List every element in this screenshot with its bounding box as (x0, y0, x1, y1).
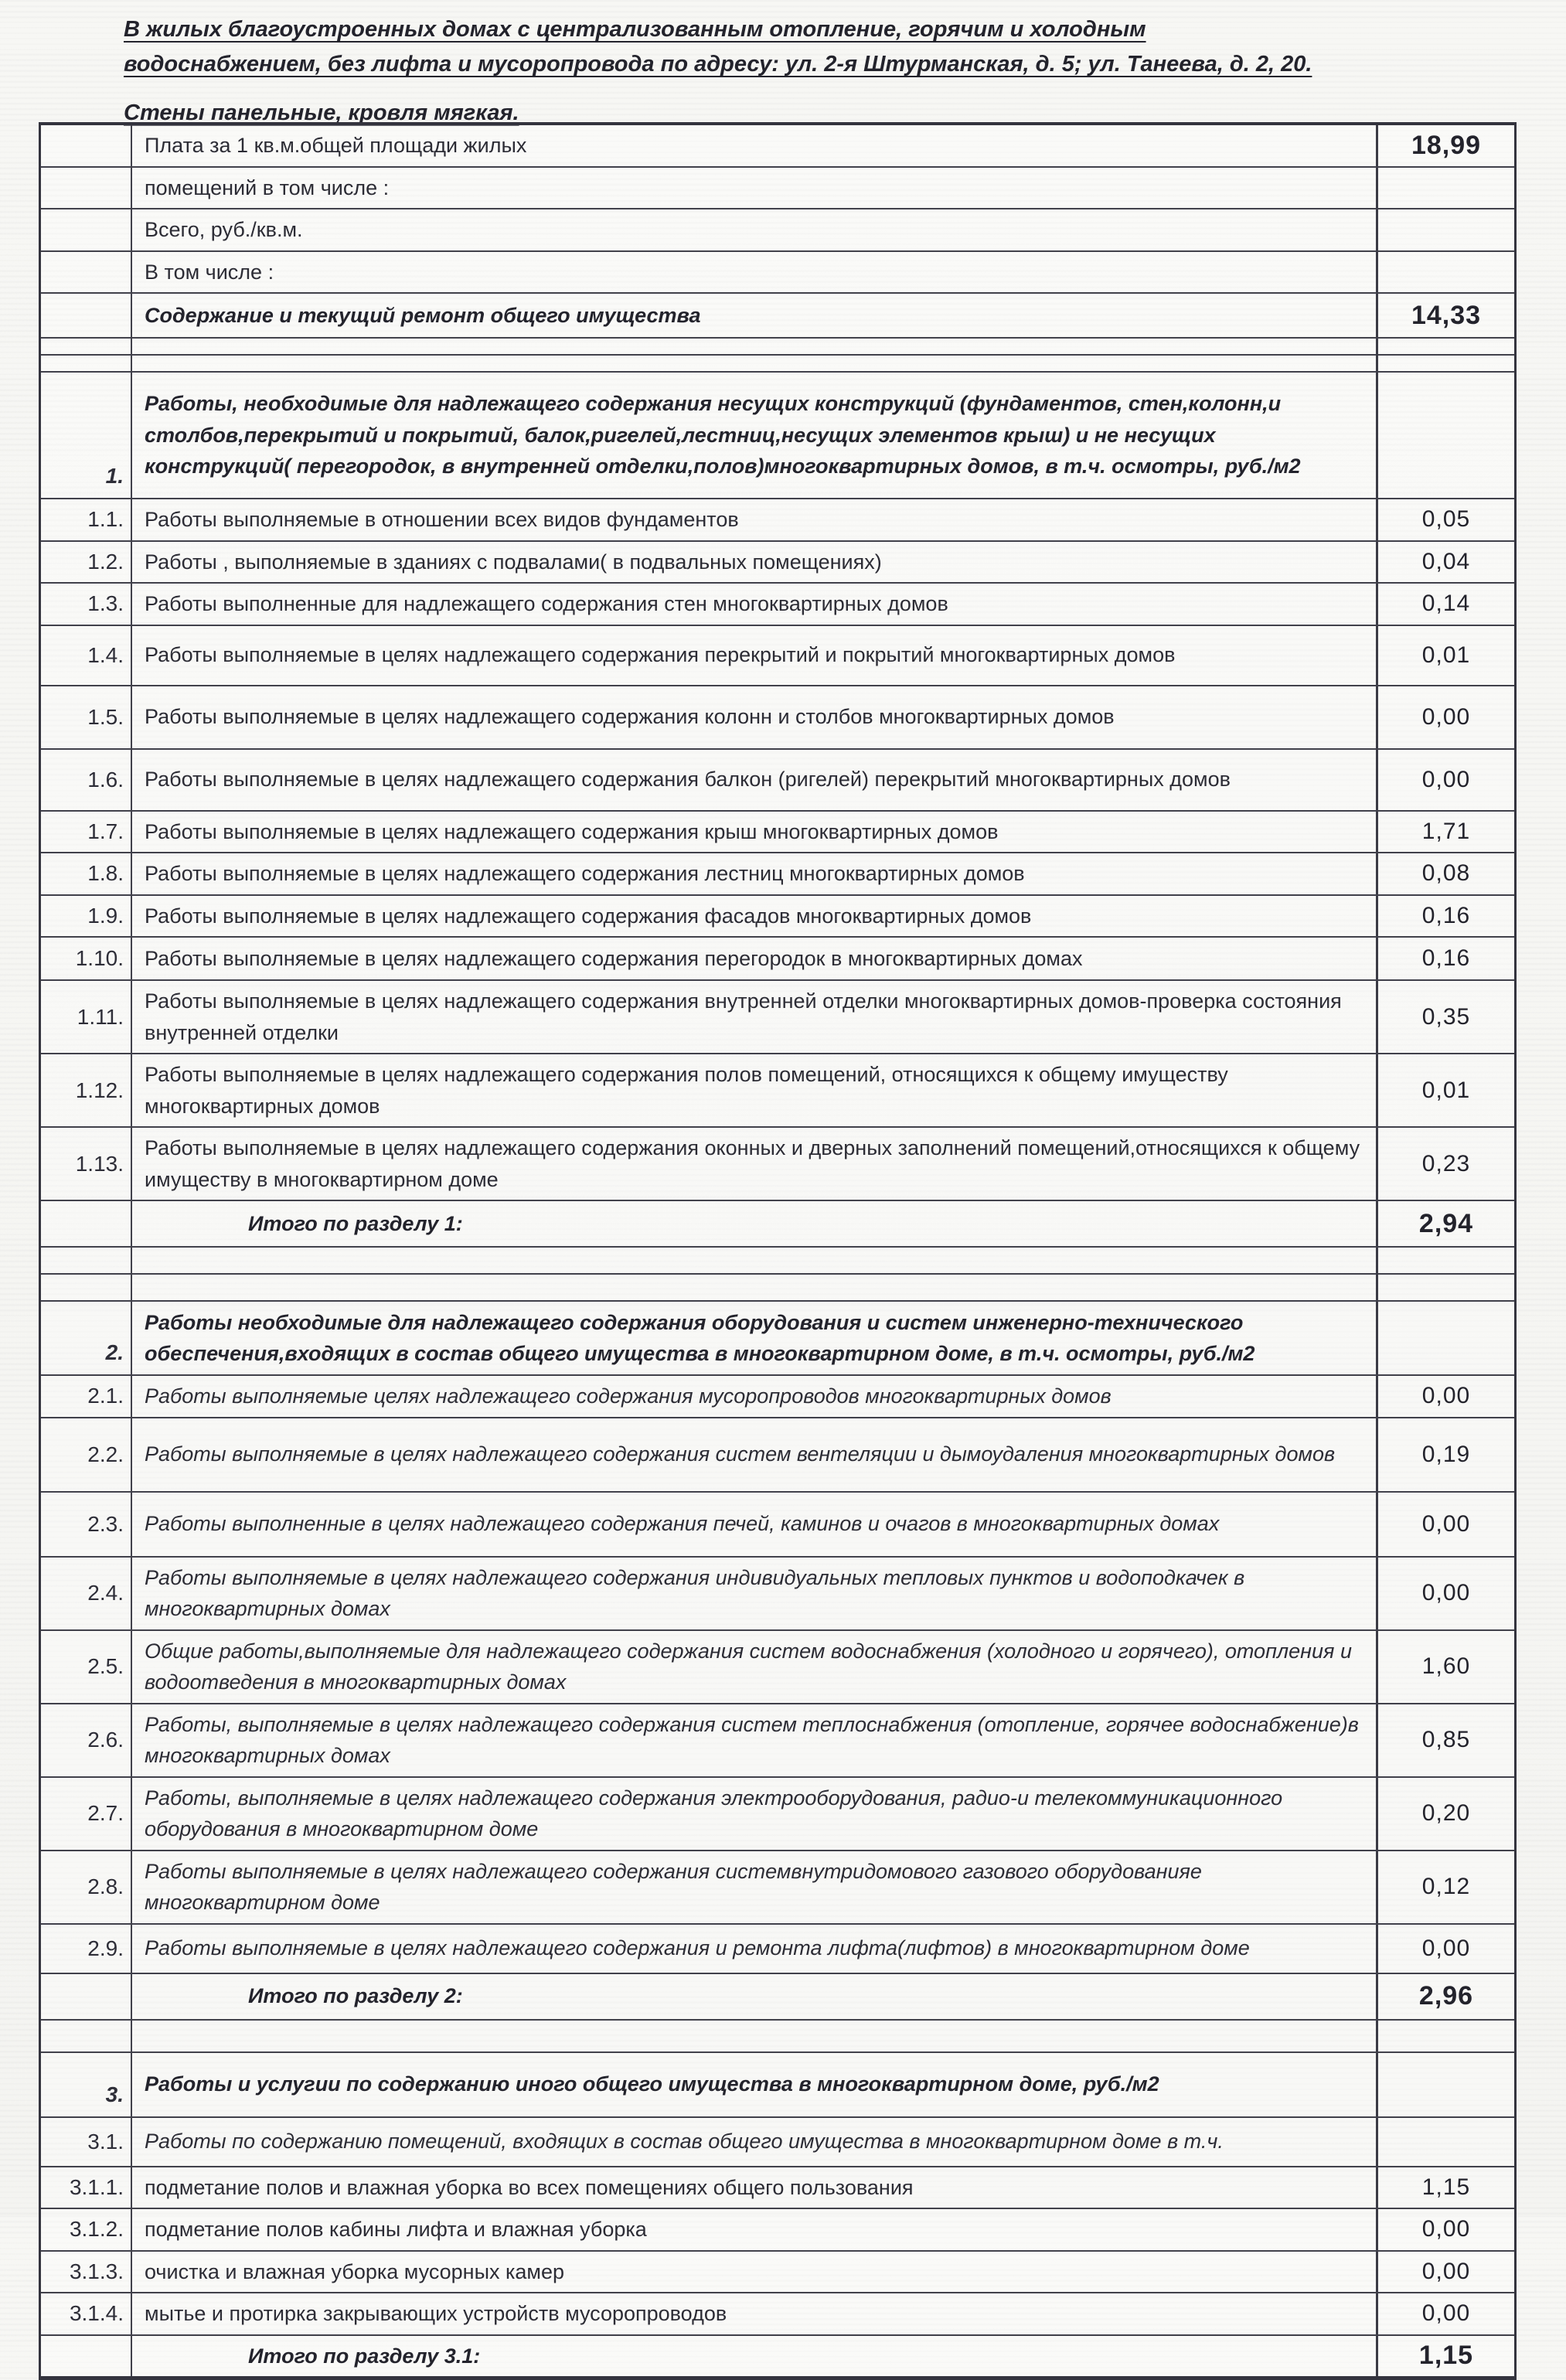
row-number-cell (41, 1201, 132, 1246)
row-value-cell: 0,20 (1421, 1800, 1471, 1826)
document-header (124, 12, 1453, 131)
table-row (41, 1201, 1514, 1248)
row-description-cell: подметание полов и влажная уборка во всех помещениях общего пользования (132, 2167, 1378, 2208)
table-row (41, 981, 1514, 1054)
row-value-cell: 0,08 (1421, 860, 1471, 887)
table-row (41, 209, 1514, 252)
row-value-cell: 0,00 (1421, 703, 1471, 730)
table-row (41, 812, 1514, 854)
row-value-cell (1378, 1302, 1514, 1374)
tariff-table (39, 122, 1517, 2380)
row-number-cell: 2.7. (41, 1778, 132, 1850)
row-number-cell: 3.1.4. (41, 2293, 132, 2334)
row-description-cell (132, 1248, 1378, 1300)
row-description-cell: Итого по разделу 2: (132, 1974, 1378, 2019)
row-value-cell (1378, 209, 1514, 250)
row-value-cell: 0,23 (1421, 1150, 1471, 1176)
row-number-cell: 1.9. (41, 896, 132, 937)
row-description-cell: Работы , выполняемые в зданиях с подвалами( в подвальных помещениях) (132, 542, 1378, 583)
row-number-cell: 1.13. (41, 1128, 132, 1200)
row-description-cell: Работы, выполняемые в целях надлежащего содержания систем теплоснабжения (отопление, горячее водоснабжение)в многоквартирных домах (132, 1704, 1378, 1776)
row-description-cell: Всего, руб./кв.м. (132, 209, 1378, 250)
row-value-cell: 0,00 (1421, 2300, 1471, 2327)
row-number-cell: 2.1. (41, 1376, 132, 1417)
table-row (41, 626, 1514, 686)
row-description-cell: Работы выполняемые в целях надлежащего содержания оконных и дверных заполнений помещений,относящихся к общему имуществу в многоквартирном доме (132, 1128, 1378, 1200)
table-spacer-row (41, 2021, 1514, 2053)
row-description-cell: мытье и протирка закрывающих устройств мусоропроводов (132, 2293, 1378, 2334)
row-number-cell: 2. (41, 1302, 132, 1374)
row-number-cell (41, 2336, 132, 2377)
row-value-cell: 0,04 (1421, 548, 1471, 574)
row-number-cell: 1.1. (41, 499, 132, 540)
table-row (41, 2118, 1514, 2167)
row-number-cell: 1.6. (41, 750, 132, 810)
row-description-cell: Итого по разделу 1: (132, 1201, 1378, 1246)
row-value-cell: 0,00 (1421, 1580, 1471, 1605)
row-description-cell: Работы выполняемые в целях надлежащего содержания полов помещений, относящихся к общему имуществу многоквартирных домов (132, 1054, 1378, 1126)
table-spacer-row (41, 1248, 1514, 1302)
row-value-cell: 0,05 (1421, 506, 1471, 533)
row-number-cell: 1.7. (41, 812, 132, 853)
row-number-cell (41, 168, 132, 209)
row-description-cell: Работы выполняемые в целях надлежащего содержания крыш многоквартирных домов (132, 812, 1378, 853)
row-value-cell (1378, 2021, 1514, 2051)
row-value-cell (1378, 252, 1514, 293)
row-description-cell: подметание полов кабины лифта и влажная уборка (132, 2209, 1378, 2250)
row-description-cell: Работы, необходимые для надлежащего содержания несущих конструкций (фундаментов, стен,колонн,и столбов,перекрытий и покрытий, балок,ригелей,лестниц,несущих элементов крыш) и не несущих конструкций( перегородок, в внутренней отделки,полов)многоквартирных домов, в т.ч. осмотры, руб./м2 (132, 373, 1378, 498)
row-value-cell: 1,15 (1418, 2341, 1474, 2371)
row-description-cell: Работы выполненные для надлежащего содержания стен многоквартирных домов (132, 584, 1378, 625)
row-description-cell: Работы выполняемые в целях надлежащего содержания лестниц многоквартирных домов (132, 853, 1378, 894)
row-value-cell: 0,01 (1421, 1077, 1471, 1103)
row-number-cell (41, 1248, 132, 1300)
row-value-cell: 2,94 (1418, 1208, 1474, 1238)
row-value-cell: 0,85 (1421, 1727, 1471, 1752)
row-description-cell: Работы выполняемые целях надлежащего содержания мусоропроводов многоквартирных домов (132, 1376, 1378, 1417)
row-value-cell: 0,00 (1421, 1383, 1471, 1409)
row-value-cell (1378, 373, 1514, 498)
row-value-cell (1378, 168, 1514, 209)
row-description-cell: Работы выполняемые в целях надлежащего содержания перекрытий и покрытий многоквартирных домов (132, 626, 1378, 685)
table-row (41, 542, 1514, 584)
row-number-cell: 2.3. (41, 1493, 132, 1556)
row-value-cell: 0,16 (1421, 945, 1471, 971)
row-description-cell: Работы выполняемые в целях надлежащего содержания индивидуальных тепловых пунктов и водоподкачек в многоквартирных домах (132, 1558, 1378, 1629)
row-value-cell: 0,19 (1421, 1441, 1471, 1467)
row-value-cell (1378, 339, 1514, 371)
row-value-cell (1378, 1248, 1514, 1300)
table-row (41, 125, 1514, 168)
row-number-cell: 1.12. (41, 1054, 132, 1126)
row-number-cell: 2.4. (41, 1558, 132, 1629)
row-number-cell: 1.11. (41, 981, 132, 1053)
row-value-cell (1378, 2053, 1514, 2116)
row-value-cell: 1,71 (1421, 818, 1471, 844)
row-number-cell: 1.8. (41, 853, 132, 894)
row-description-cell: В том числе : (132, 252, 1378, 293)
table-row (41, 499, 1514, 542)
row-value-cell: 0,00 (1421, 1935, 1471, 1961)
row-value-cell: 0,00 (1421, 2258, 1471, 2284)
row-number-cell: 2.2. (41, 1418, 132, 1491)
table-row (41, 252, 1514, 295)
row-number-cell: 1.4. (41, 626, 132, 685)
table-row (41, 1302, 1514, 1376)
row-number-cell: 2.5. (41, 1631, 132, 1703)
row-description-cell: Работы выполняемые в целях надлежащего содержания системвнутридомового газового оборудованияе многоквартирном доме (132, 1851, 1378, 1923)
row-description-cell: Работы по содержанию помещений, входящих в состав общего имущества в многоквартирном доме в т.ч. (132, 2118, 1378, 2166)
row-value-cell: 2,96 (1418, 1981, 1474, 2011)
row-description-cell: Работы, выполняемые в целях надлежащего содержания электрооборудования, радио-и телекоммуникационного оборудования в многоквартирном доме (132, 1778, 1378, 1850)
row-value-cell: 0,01 (1421, 642, 1471, 668)
row-value-cell: 18,99 (1411, 130, 1482, 160)
row-value-cell: 0,00 (1421, 2216, 1471, 2242)
row-number-cell: 2.6. (41, 1704, 132, 1776)
table-row (41, 1418, 1514, 1493)
table-row (41, 853, 1514, 896)
row-number-cell: 1.5. (41, 686, 132, 748)
table-row (41, 2053, 1514, 2118)
row-description-cell: Работы выполняемые в целях надлежащего содержания балкон (ригелей) перекрытий многоквартирных домов (132, 750, 1378, 810)
table-row (41, 2167, 1514, 2210)
row-description-cell: Работы выполняемые в целях надлежащего содержания систем вентеляции и дымоудаления многоквартирных домов (132, 1418, 1378, 1491)
row-description-cell: Общие работы,выполняемые для надлежащего содержания систем водоснабжения (холодного и горячего), отопления и водоотведения в многоквартирных домах (132, 1631, 1378, 1703)
row-value-cell: 0,14 (1421, 591, 1471, 617)
row-number-cell: 3.1.2. (41, 2209, 132, 2250)
row-description-cell: помещений в том числе : (132, 168, 1378, 209)
table-row (41, 1851, 1514, 1925)
row-value-cell: 14,33 (1411, 300, 1482, 330)
row-value-cell: 0,16 (1421, 902, 1471, 928)
table-row (41, 750, 1514, 812)
row-value-cell: 0,00 (1421, 1510, 1471, 1537)
row-number-cell: 2.9. (41, 1925, 132, 1973)
table-row (41, 1778, 1514, 1851)
row-number-cell: 1.2. (41, 542, 132, 583)
table-row (41, 2336, 1514, 2377)
row-description-cell: очистка и влажная уборка мусорных камер (132, 2252, 1378, 2293)
row-value-cell: 0,00 (1421, 766, 1471, 792)
row-number-cell (41, 2021, 132, 2051)
row-number-cell: 3.1.1. (41, 2167, 132, 2208)
row-description-cell: Итого по разделу 3.1: (132, 2336, 1378, 2377)
row-description-cell: Плата за 1 кв.м.общей площади жилых (132, 125, 1378, 166)
table-row (41, 168, 1514, 210)
row-value-cell: 0,12 (1421, 1874, 1471, 1899)
table-row (41, 1376, 1514, 1418)
header-line-3: Стены панельные, кровля мягкая. (124, 100, 519, 125)
table-row (41, 1128, 1514, 1201)
row-number-cell: 2.8. (41, 1851, 132, 1923)
row-description-cell: Работы выполняемые в целях надлежащего содержания и ремонта лифта(лифтов) в многоквартирном доме (132, 1925, 1378, 1973)
table-row (41, 896, 1514, 938)
row-number-cell: 3.1. (41, 2118, 132, 2166)
table-row (41, 1704, 1514, 1778)
row-description-cell (132, 2021, 1378, 2051)
table-row (41, 2209, 1514, 2252)
row-description-cell: Работы и услугии по содержанию иного общего имущества в многоквартирном доме, руб./м2 (132, 2053, 1378, 2116)
table-row (41, 686, 1514, 750)
table-row (41, 1558, 1514, 1631)
row-number-cell (41, 1974, 132, 2019)
row-number-cell (41, 294, 132, 337)
row-number-cell: 1.10. (41, 938, 132, 979)
table-row (41, 1493, 1514, 1558)
row-description-cell: Работы выполняемые в целях надлежащего содержания фасадов многоквартирных домов (132, 896, 1378, 937)
row-value-cell: 0,35 (1421, 1003, 1471, 1030)
table-row (41, 373, 1514, 499)
row-description-cell: Работы выполняемые в целях надлежащего содержания внутренней отделки многоквартирных домов-проверка состояния внутренней отделки (132, 981, 1378, 1053)
row-value-cell: 1,60 (1421, 1653, 1471, 1679)
tariff-table-body (41, 125, 1514, 2376)
row-description-cell: Работы выполняемые в целях надлежащего содержания перегородок в многоквартирных домах (132, 938, 1378, 979)
row-number-cell: 1. (41, 373, 132, 498)
row-number-cell: 3. (41, 2053, 132, 2116)
row-description-cell (132, 339, 1378, 371)
row-number-cell (41, 252, 132, 293)
header-line-1: В жилых благоустроенных домах с централизованным отопление, горячим и холодным (124, 17, 1146, 42)
row-description-cell: Работы выполненные в целях надлежащего содержания печей, каминов и очагов в многоквартирных домах (132, 1493, 1378, 1556)
table-row (41, 1054, 1514, 1128)
table-row (41, 2252, 1514, 2294)
table-spacer-row (41, 339, 1514, 373)
table-row (41, 1974, 1514, 2021)
table-row (41, 1925, 1514, 1974)
row-number-cell: 1.3. (41, 584, 132, 625)
row-number-cell (41, 209, 132, 250)
row-description-cell: Работы необходимые для надлежащего содержания оборудования и систем инженерно-технического обеспечения,входящих в состав общего имущества в многоквартирном доме, в т.ч. осмотры, руб./м2 (132, 1302, 1378, 1374)
row-value-cell (1378, 2118, 1514, 2166)
table-row (41, 1631, 1514, 1704)
table-row (41, 584, 1514, 626)
row-description-cell: Работы выполняемые в целях надлежащего содержания колонн и столбов многоквартирных домов (132, 686, 1378, 748)
row-value-cell: 1,15 (1421, 2174, 1471, 2200)
header-line-2: водоснабжением, без лифта и мусоропровода по адресу: ул. 2-я Штурманская, д. 5; ул. Танеева, д. 2, 20. (124, 51, 1312, 77)
table-row (41, 294, 1514, 339)
row-description-cell: Работы выполняемые в отношении всех видов фундаментов (132, 499, 1378, 540)
row-number-cell (41, 125, 132, 166)
table-row (41, 2293, 1514, 2336)
table-row (41, 938, 1514, 981)
row-number-cell: 3.1.3. (41, 2252, 132, 2293)
row-number-cell (41, 339, 132, 371)
row-description-cell: Содержание и текущий ремонт общего имущества (132, 294, 1378, 337)
